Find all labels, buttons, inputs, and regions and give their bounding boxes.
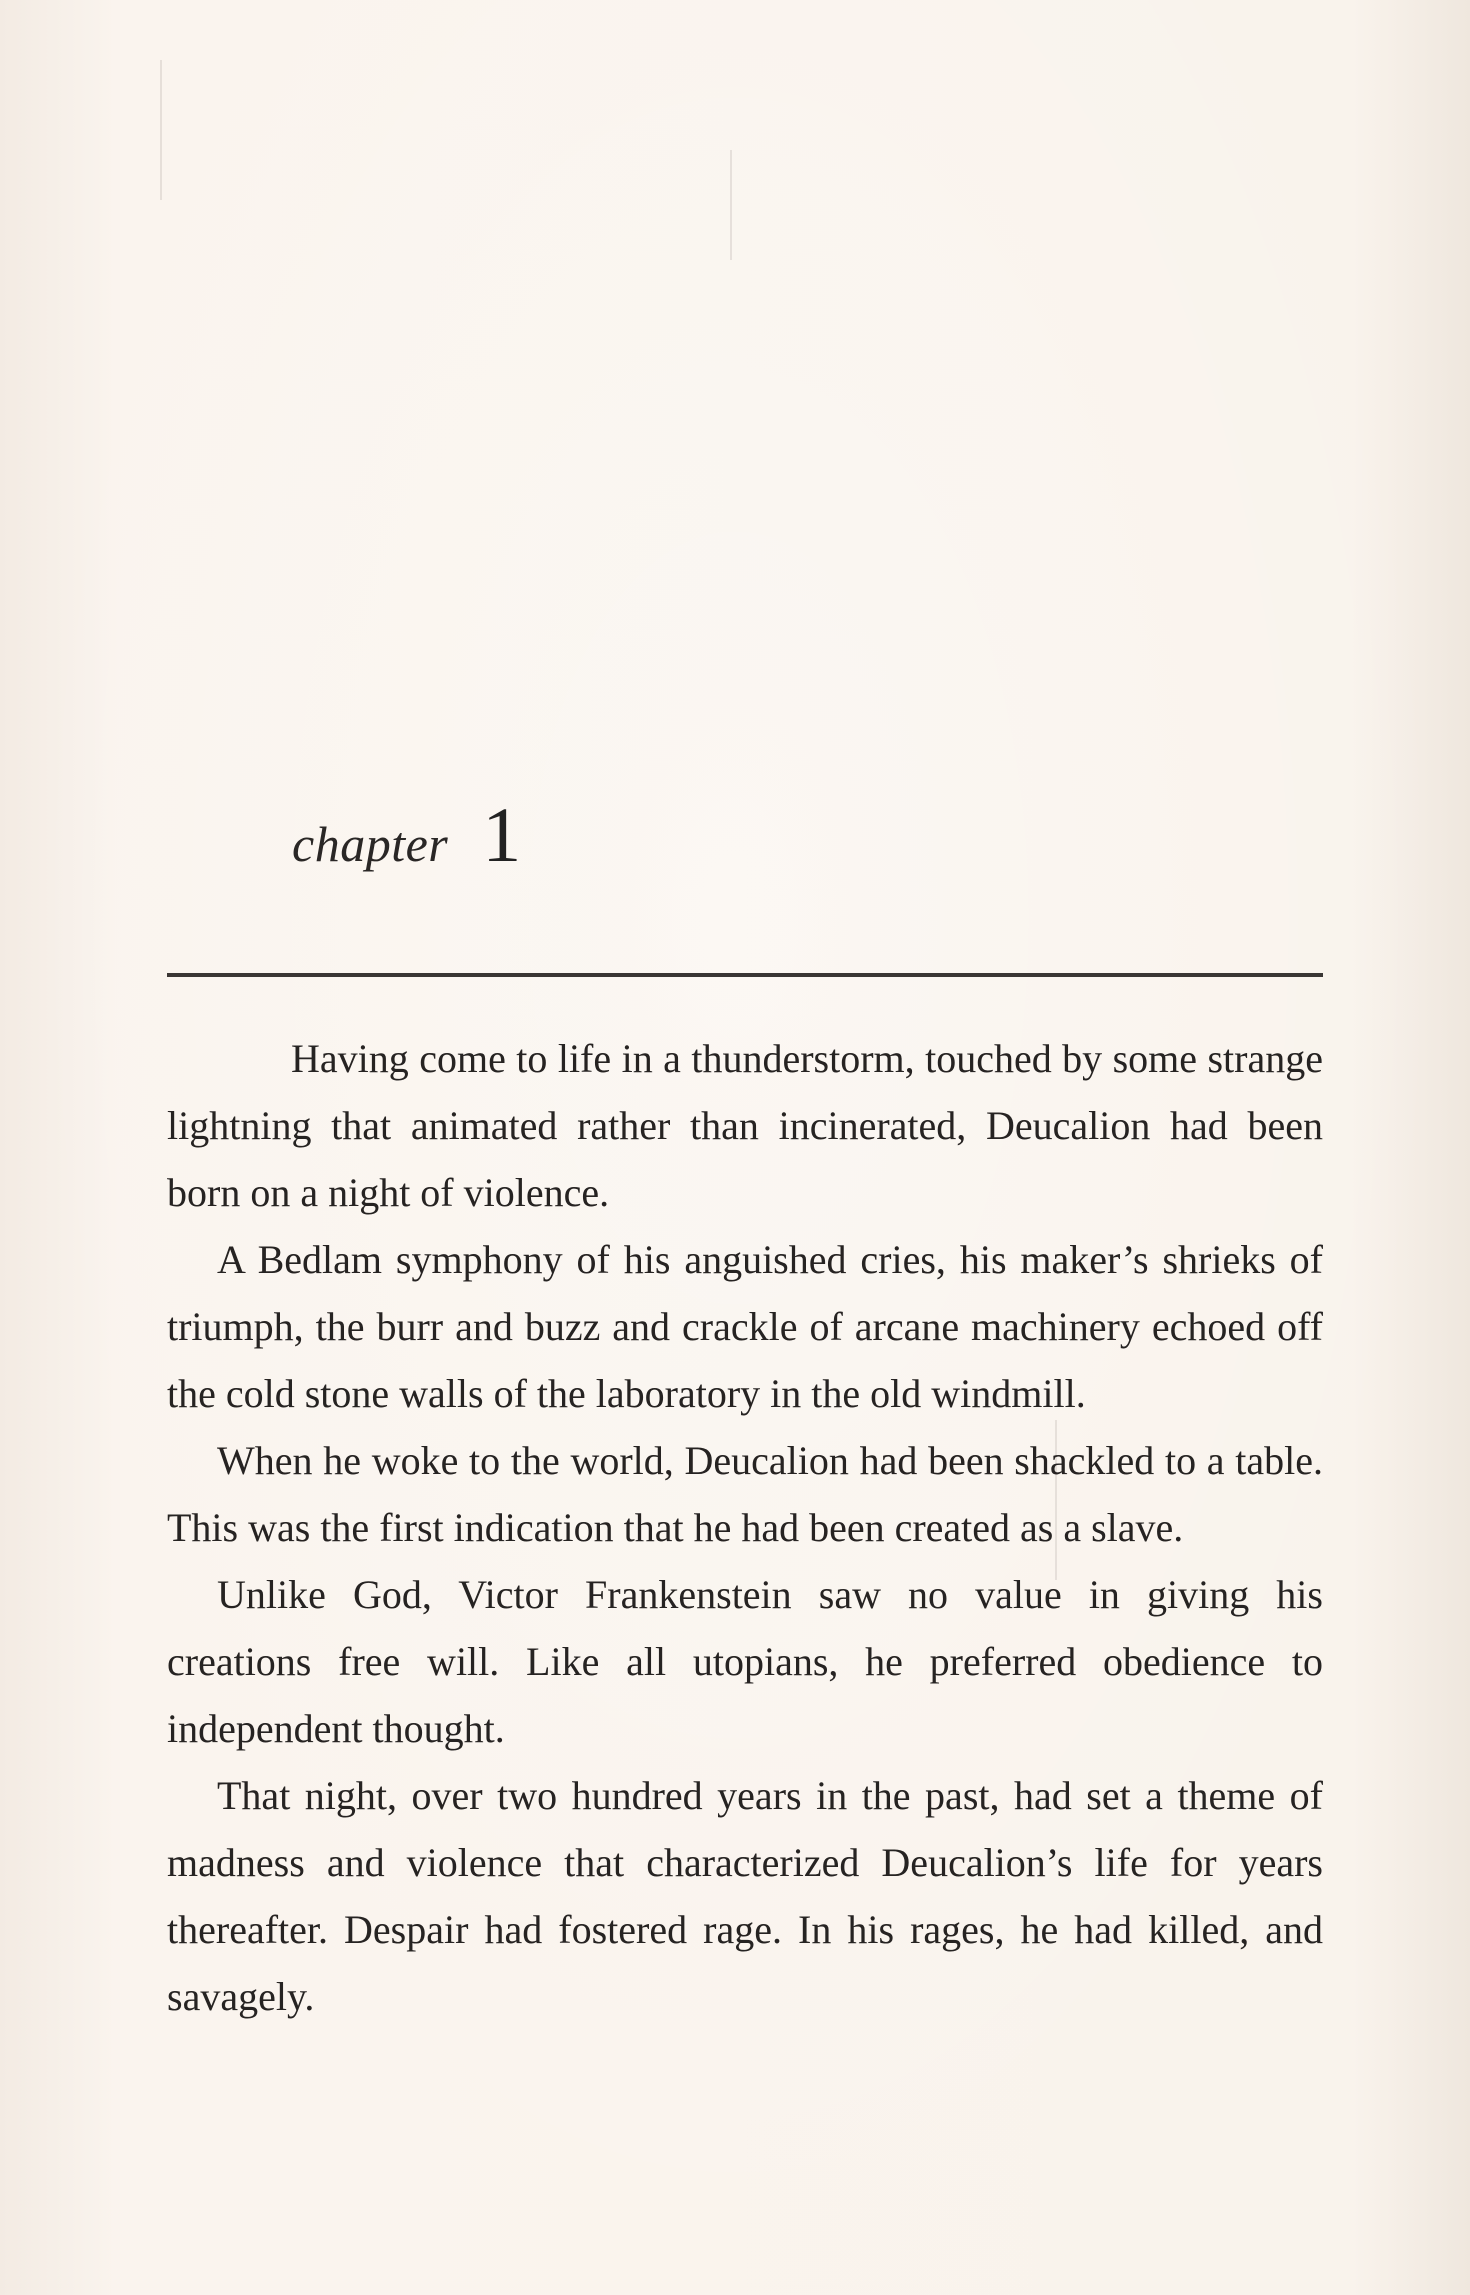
chapter-divider: [167, 973, 1323, 977]
paragraph: Unlike God, Victor Frankenstein saw no value in giving his creations free will. Like all utopians, he preferred obedience to independent thought.: [167, 1572, 1323, 1751]
chapter-body: [167, 1025, 1323, 2030]
bleed-through-mark: [730, 150, 732, 260]
chapter-heading: [292, 790, 521, 890]
chapter-number: 1: [482, 791, 522, 878]
chapter-label: chapter: [292, 816, 449, 872]
paragraph: That night, over two hundred years in the past, had set a theme of madness and violence that characterized Deucalion’s life for years thereafter. Despair had fostered rage. In his rages, he had killed, and savagely.: [167, 1773, 1323, 2019]
paragraph: Having come to life in a thunderstorm, touched by some strange lightning that animated rather than incinerated, Deucalion had been born on a night of violence.: [167, 1036, 1323, 1215]
paragraph: A Bedlam symphony of his anguished cries, his maker’s shrieks of triumph, the burr and buzz and crackle of arcane machinery echoed off the cold stone walls of the laboratory in the old windmill.: [167, 1237, 1323, 1416]
paragraph: When he woke to the world, Deucalion had been shackled to a table. This was the first indication that he had been created as a slave.: [167, 1438, 1323, 1550]
bleed-through-mark: [160, 60, 162, 200]
